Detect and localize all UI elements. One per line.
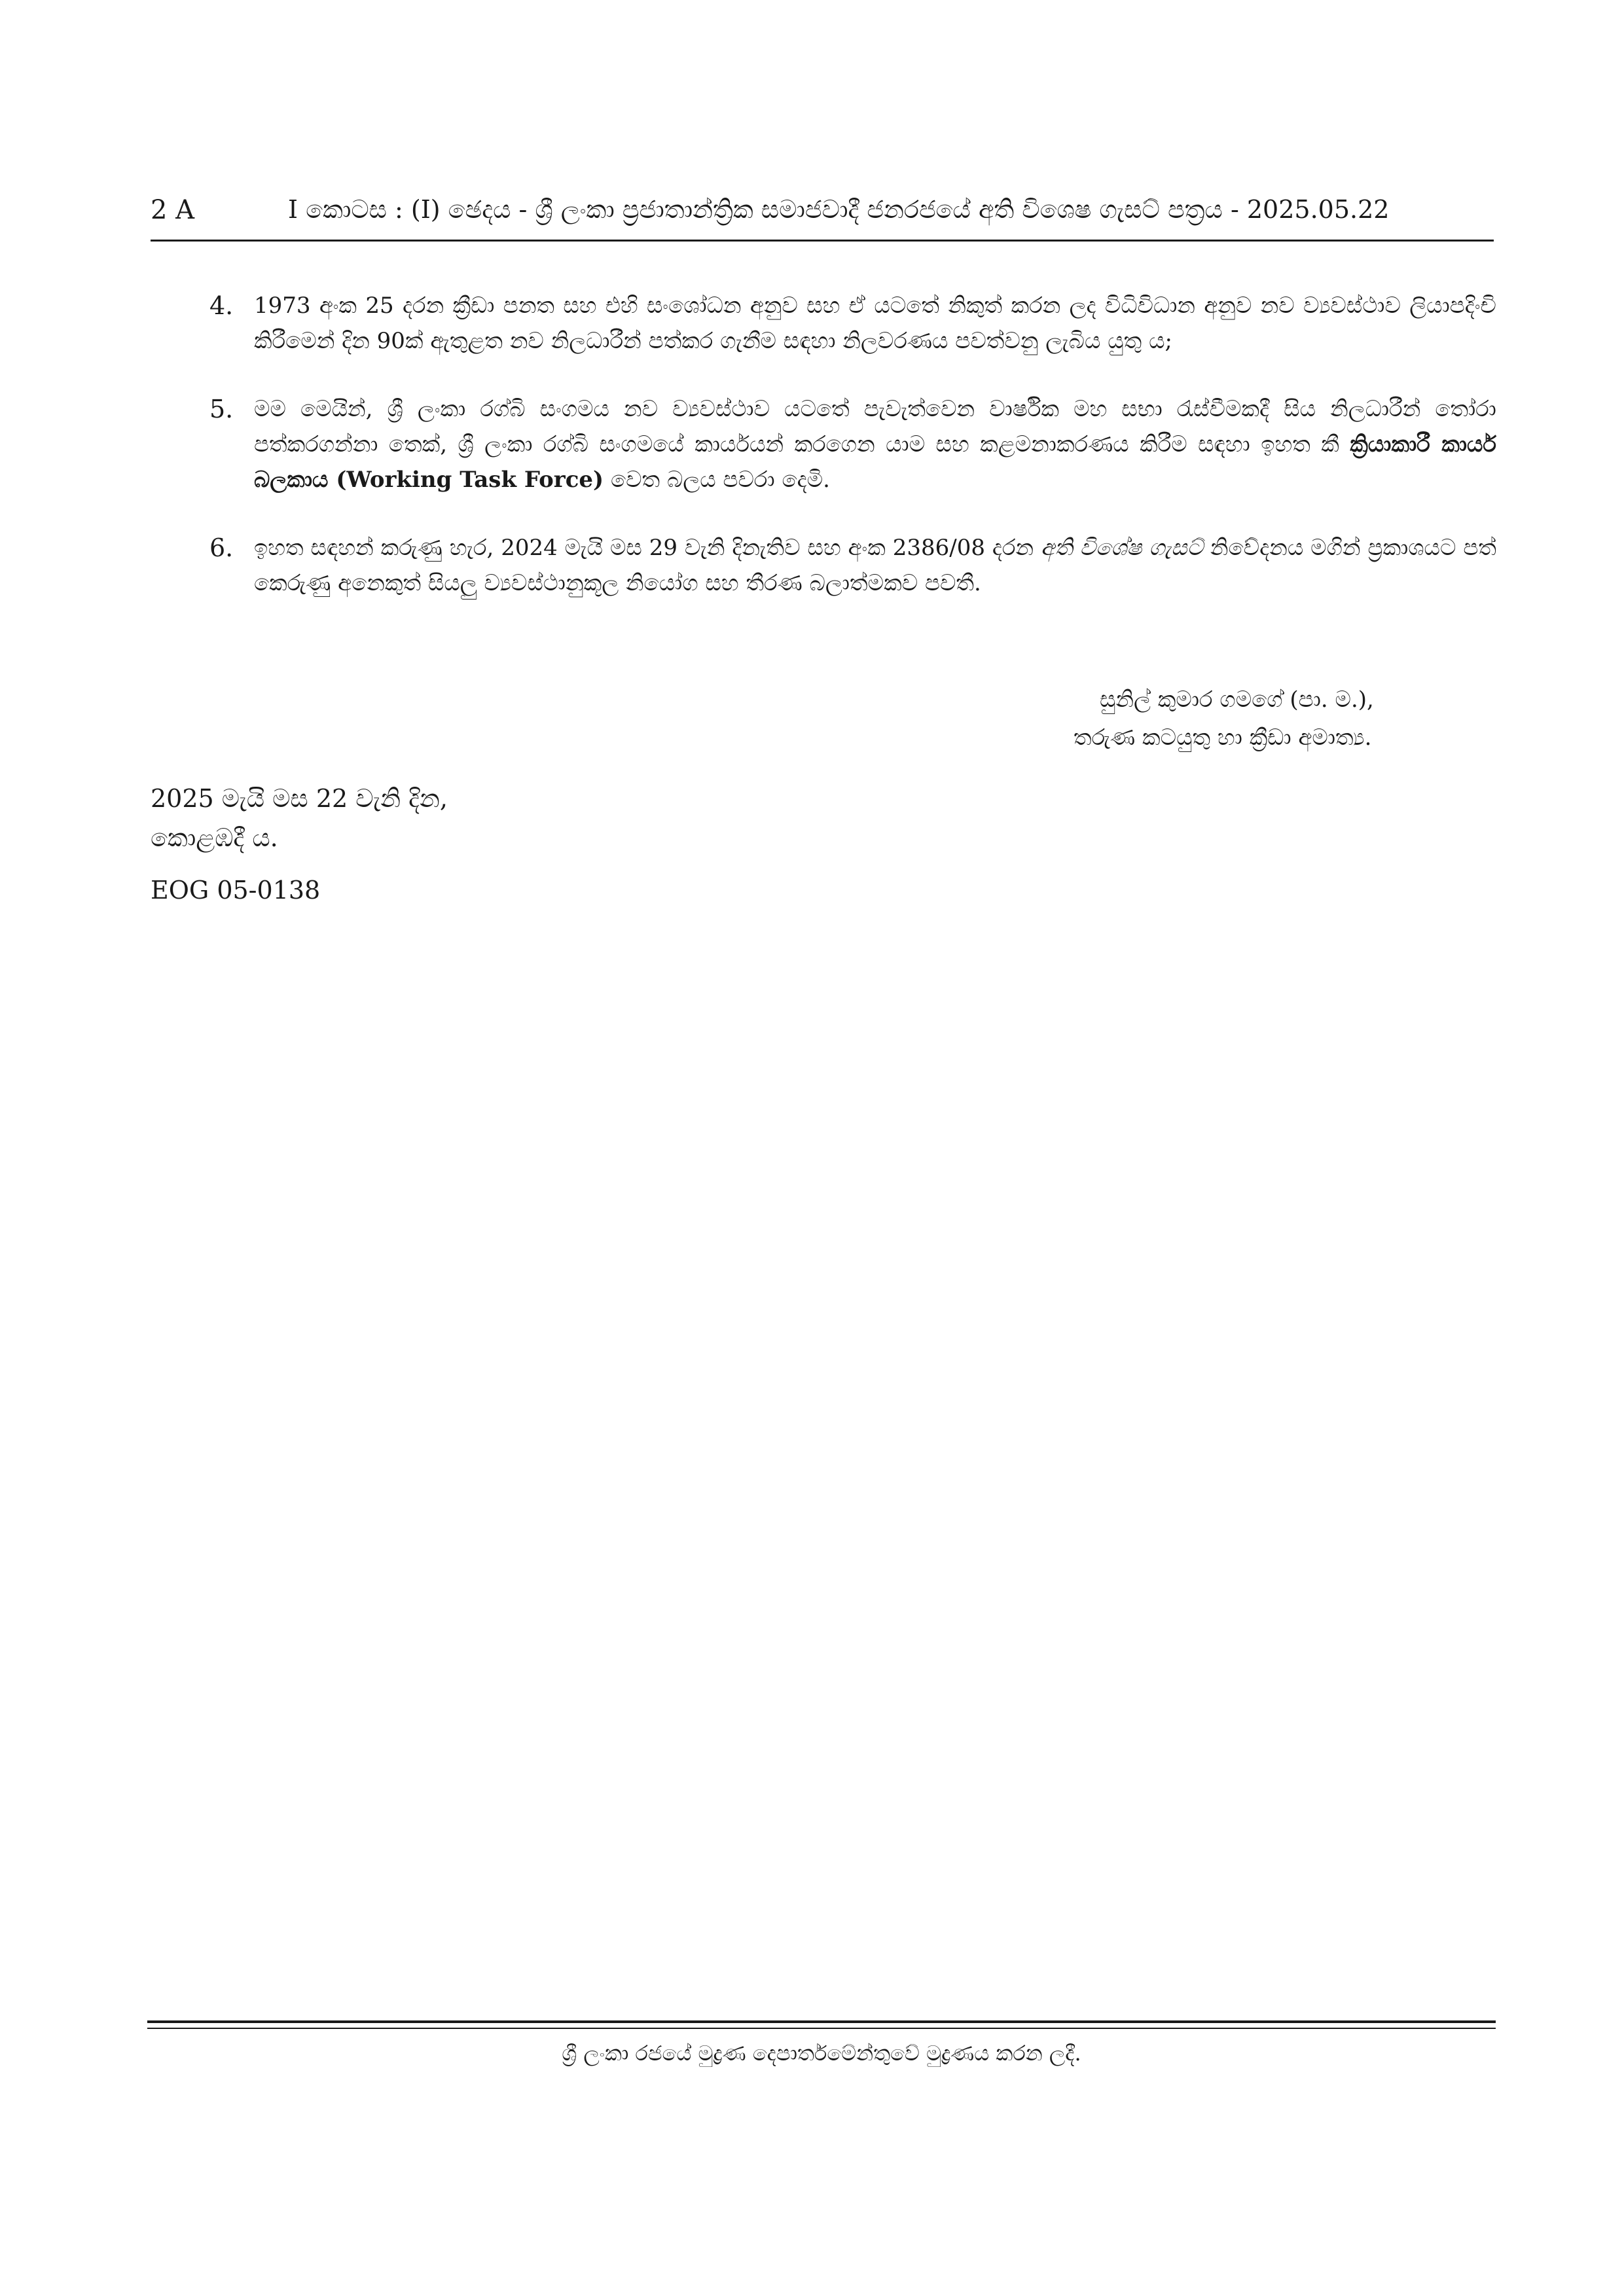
working-task-force-term: ක්‍රියාකාරී කාර්ය බලකාය (Working Task Force) [254, 431, 1496, 493]
date-place-block [151, 779, 448, 857]
signature-block [1074, 681, 1492, 757]
clause-6 [209, 530, 1496, 601]
page-header [151, 190, 1494, 236]
clause-5 [209, 391, 1496, 497]
clause-number: 5. [209, 395, 234, 423]
clause-text [254, 391, 1496, 497]
page-number: 2 A [151, 195, 195, 225]
footer-divider-thick [147, 2020, 1496, 2023]
clause-number: 4. [209, 291, 234, 320]
clause-text: 1973 අංක 25 දරන ක්‍රීඩා පනත සහ එහි සංශෝධන අනුව සහ ඒ යටතේ නිකුත් කරන ලද විධිවිධාන අනුව නව ව්‍යවස්ථාව ලියාපදිංචි කිරීමෙන් දින 90ක් ඇතුළත නව නිලධාරීන් පත්කර ගැනීම සඳහා නිලවරණය පවත්වනු ලැබිය යුතු ය; [254, 293, 1496, 354]
signatory-title: තරුණ කටයුතු හා ක්‍රීඩා අමාත්‍ය. [1074, 725, 1372, 751]
clause-number: 6. [209, 533, 234, 562]
date-line: 2025 මැයි මස 22 වැනි දින, [151, 784, 448, 813]
printer-imprint: ශ්‍රී ලංකා රජයේ මුද්‍රණ දෙපාර්තමේන්තුවේ මුද්‍රණය කරන ලදී. [562, 2041, 1081, 2066]
header-title: I කොටස : (I) ඡෙදය - ශ්‍රී ලංකා ප්‍රජාතාන්ත්‍රික සමාජවාදී ජනරජයේ අති විශෙෂ ගැසට් පත්‍රය - 2025.05.22 [288, 195, 1390, 224]
clause-text-part: වෙත බලය පවරා දෙමි. [604, 467, 830, 493]
clause-text [254, 530, 1496, 601]
signatory-name: සුනිල් කුමාර ගමගේ (පා. ම.), [1100, 687, 1374, 713]
reference-number: EOG 05-0138 [151, 876, 321, 905]
gazette-italic-term: අති විශේෂ ගැසට් [1041, 535, 1203, 561]
clause-text-part: නිවේදනය මගින් ප්‍රකාශයට පත් කෙරුණු අනෙකුත් සියලු ව්‍යවස්ථානුකූල නියෝග සහ තීරණ බලාත්මකව පවතී. [254, 535, 1496, 596]
place-line: කොළඹදී ය. [151, 823, 278, 852]
clause-text-part: මම මෙයින්, ශ්‍රී ලංකා රග්බි සංගමය නව ව්‍යවස්ථාව යටතේ පැවැත්වෙන වාර්ෂික මහ සභා රැස්වීමකදී සිය නිලධාරීන් තෝරා පත්කරගන්නා තෙක්, ශ්‍රී ලංකා රග්බි සංගමයේ කාර්යයන් කරගෙන යාම සහ කළමනාකරණය කිරීම සඳහා ඉහත කී [254, 396, 1496, 457]
numbered-clauses [209, 288, 1496, 634]
header-divider [151, 240, 1494, 242]
clause-text-part: ඉහත සඳහන් කරුණු හැර, 2024 මැයි මස 29 වැනි දිනැතිව සහ අංක 2386/08 දරන [254, 535, 1041, 561]
clause-4 [209, 288, 1496, 359]
footer-divider-thin [147, 2028, 1496, 2029]
